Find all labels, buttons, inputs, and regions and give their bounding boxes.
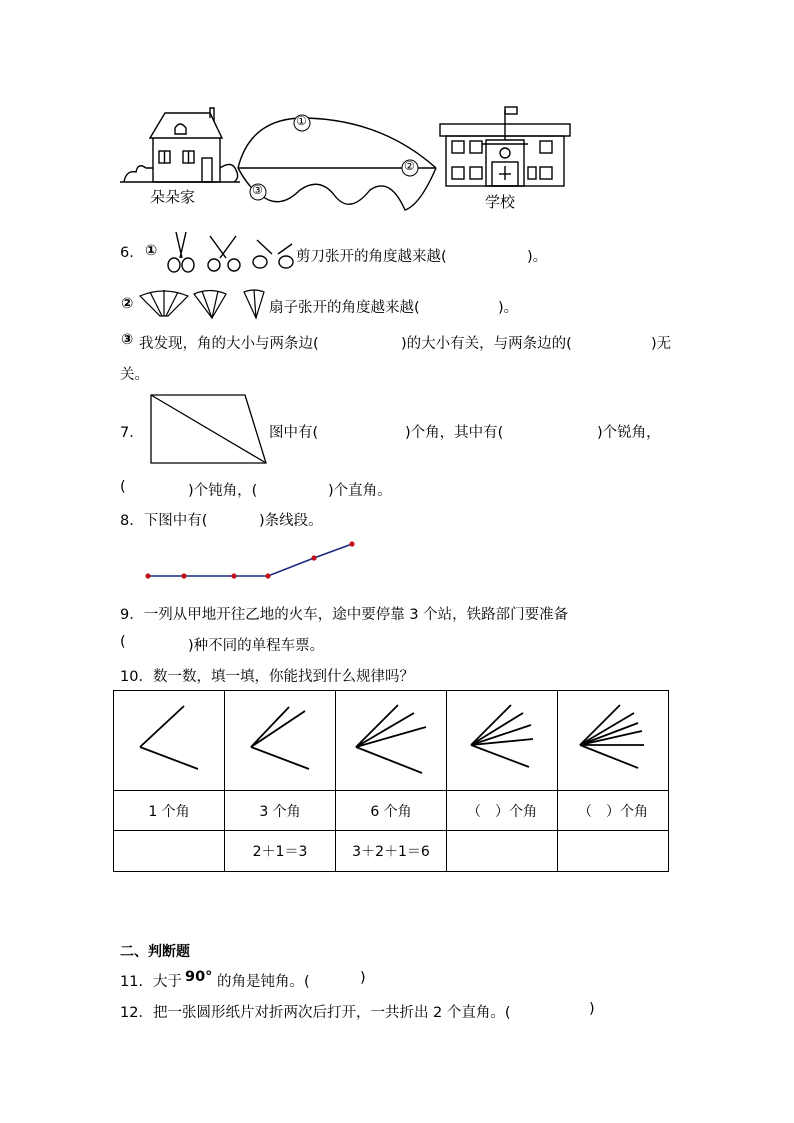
count-cell-2: 3 个角 [225,791,336,831]
q11-text-b: 的角是钝角。( [217,974,310,990]
q11-text-a: 11．大于 [120,974,182,990]
q8-text-b: )条线段。 [259,513,323,529]
sum-cell-2: 2＋1＝3 [225,831,336,872]
route-figure [0,0,794,230]
q7-text-c: )个锐角， [597,425,661,441]
q12-text-a: 12．把一张圆形纸片对折两次后打开，一共折出 2 个直角。( [120,1005,511,1021]
angle-diagram-cell-4 [447,691,558,791]
line-segments-figure [140,535,370,585]
q6-part2-text-a: 扇子张开的角度越来越( [269,300,420,316]
angle-diagram-cell-1 [114,691,225,791]
school-label: 学校 [485,193,516,211]
q7-text-d: ( [120,479,126,495]
quadrilateral-figure [148,392,278,472]
q9-line2-b: )种不同的单程车票。 [188,638,325,654]
q12-text-b: ) [589,1001,595,1017]
route-label-3: ③ [252,183,263,197]
q6-part2-text-b: )。 [498,300,519,316]
sum-cell-5[interactable] [558,831,669,872]
q6-part1-text-b: )。 [527,249,548,265]
school-building-drawing [440,107,570,186]
q7-text-f: )个直角。 [328,483,392,499]
q9-line1: 9．一列从甲地开往乙地的火车，途中要停靠 3 个站，铁路部门要准备 [120,607,569,623]
home-label: 朵朵家 [150,188,196,206]
q11-degree: 90° [185,969,213,985]
fan-icons [138,288,278,323]
angle-diagram-cell-5 [558,691,669,791]
q6-part2-marker: ② [121,296,134,312]
scissors-icons [162,230,292,280]
q6-part3-marker: ③ [121,332,134,348]
q6-part3-text-b: )的大小有关，与两条边的( [401,336,572,352]
q7-number: 7． [120,425,144,441]
q7-text-b: )个角，其中有( [405,425,504,441]
route-label-2: ② [404,159,415,173]
sum-cell-3: 3＋2＋1＝6 [336,831,447,872]
count-cell-3: 6 个角 [336,791,447,831]
q6-part1-text-a: 剪刀张开的角度越来越( [296,249,447,265]
q7-text-a: 图中有( [269,425,319,441]
q9-line2-a: ( [120,634,126,650]
q6-part3-text-c: )无 [651,336,672,352]
sum-cell-4[interactable] [447,831,558,872]
q11-text-c: ) [360,970,366,986]
sum-cell-1[interactable] [114,831,225,872]
q6-part3-text-d: 关。 [120,367,149,383]
angle-diagram-cell-2 [225,691,336,791]
section2-heading: 二、判断题 [120,944,190,960]
q8-text-a: 8．下图中有( [120,513,208,529]
q10-title: 10．数一数，填一填，你能找到什么规律吗？ [120,669,414,685]
angle-count-table [113,690,669,872]
q6-part3-text-a: 我发现，角的大小与两条边( [139,336,319,352]
route-label-1: ① [296,114,307,128]
q7-text-e: )个钝角，( [188,483,258,499]
count-cell-5[interactable]: （ ）个角 [558,791,669,831]
q6-part1-marker: ① [145,243,158,259]
home-house-drawing [120,108,240,182]
count-cell-4[interactable]: （ ）个角 [447,791,558,831]
q6-number: 6. [120,245,134,261]
count-cell-1: 1 个角 [114,791,225,831]
angle-diagram-cell-3 [336,691,447,791]
